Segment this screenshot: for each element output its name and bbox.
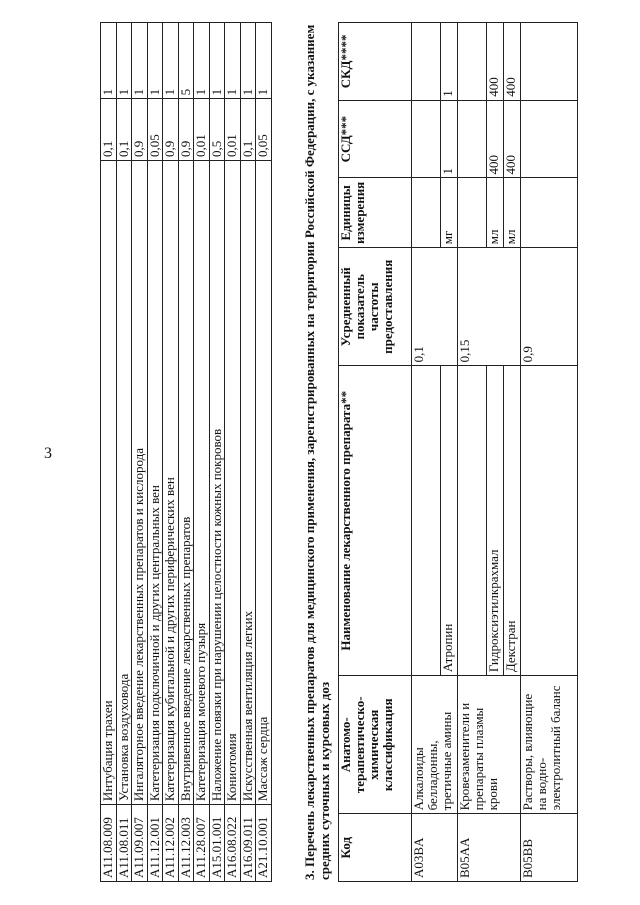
procedure-multiplicity: 1 [116, 23, 132, 99]
procedure-multiplicity: 1 [225, 23, 241, 99]
drug-skd [521, 23, 578, 101]
drug-group-frequency: 0,15 [458, 248, 521, 366]
procedure-row [194, 23, 210, 882]
procedure-row [225, 23, 241, 882]
procedure-code: A16.08.022 [225, 805, 241, 882]
drug-units: мг [441, 178, 458, 248]
rotated-page-content [30, 22, 610, 882]
procedure-multiplicity: 1 [209, 23, 225, 99]
procedure-name: Катетеризация мочевого пузыря [194, 160, 210, 804]
drug-name: Декстран [504, 366, 521, 676]
page-number: 3 [44, 445, 52, 462]
procedure-name: Интубация трахеи [101, 160, 117, 804]
drugs-table [338, 22, 578, 882]
drug-group-atc: Алкалоиды белладонны, третичные амины [412, 676, 458, 814]
procedure-name: Ингаляторное введение лекарственных препаратов и кислорода [132, 160, 148, 804]
procedure-frequency: 0,9 [132, 99, 148, 161]
procedure-frequency: 0,05 [147, 99, 163, 161]
procedure-frequency: 0,05 [256, 99, 272, 161]
procedure-row [132, 23, 148, 882]
procedure-multiplicity: 1 [194, 23, 210, 99]
drug-group-row [412, 23, 441, 882]
drug-name [521, 366, 578, 676]
drug-name: Атропин [441, 366, 458, 676]
drug-ssd [521, 100, 578, 178]
procedure-multiplicity: 1 [240, 23, 256, 99]
procedure-multiplicity: 1 [101, 23, 117, 99]
procedure-frequency: 0,1 [240, 99, 256, 161]
drug-group-row [458, 23, 487, 882]
procedure-frequency: 0,9 [163, 99, 179, 161]
procedure-name: Катетеризация подключичной и других центральных вен [147, 160, 163, 804]
procedure-multiplicity: 1 [132, 23, 148, 99]
procedure-row [163, 23, 179, 882]
drug-units: мл [487, 178, 504, 248]
procedure-row [147, 23, 163, 882]
procedure-row [256, 23, 272, 882]
procedure-code: A21.10.001 [256, 805, 272, 882]
procedure-name: Внутривенное введение лекарственных препаратов [178, 160, 194, 804]
drug-group-frequency: 0,1 [412, 248, 458, 366]
procedure-code: A15.01.001 [209, 805, 225, 882]
drug-skd [458, 23, 487, 101]
drug-group-code: B05AA [458, 814, 521, 882]
procedure-frequency: 0,1 [101, 99, 117, 161]
drug-group-atc: Кровезаменители и препараты плазмы крови [458, 676, 521, 814]
procedure-name: Катетеризация кубитальной и других периферических вен [163, 160, 179, 804]
procedure-multiplicity: 1 [147, 23, 163, 99]
procedure-row [240, 23, 256, 882]
drug-units [521, 178, 578, 248]
drug-ssd [458, 100, 487, 178]
drug-units [412, 178, 441, 248]
procedure-row [209, 23, 225, 882]
procedure-name: Наложение повязки при нарушении целостности кожных покровов [209, 160, 225, 804]
procedure-multiplicity: 1 [163, 23, 179, 99]
procedure-name: Установка воздуховода [116, 160, 132, 804]
procedure-row [116, 23, 132, 882]
drug-group-atc: Растворы, влияющие на водно-электролитный баланс [521, 676, 578, 814]
procedure-multiplicity: 5 [178, 23, 194, 99]
drugs-table-header [339, 23, 412, 882]
drug-ssd: 400 [487, 100, 504, 178]
drug-skd [412, 23, 441, 101]
section-title: 3. Перечень лекарственных препаратов для медицинского применения, зарегистрированных на территории Российской Федерации, с указанием средних суточных и курсовых доз [302, 24, 332, 880]
procedure-name: Искусственная вентиляция легких [240, 160, 256, 804]
procedure-frequency: 0,5 [209, 99, 225, 161]
procedure-code: A11.12.003 [178, 805, 194, 882]
procedure-frequency: 0,01 [225, 99, 241, 161]
header-units: Единицы измерения [339, 178, 412, 248]
header-skd: СКД**** [339, 23, 412, 101]
procedure-name: Массаж сердца [256, 160, 272, 804]
header-drug-name: Наименование лекарственного препарата** [339, 366, 412, 676]
procedure-row [101, 23, 117, 882]
drug-units: мл [504, 178, 521, 248]
procedure-code: A11.12.002 [163, 805, 179, 882]
procedure-code: A16.09.011 [240, 805, 256, 882]
drug-units [458, 178, 487, 248]
procedure-frequency: 0,1 [116, 99, 132, 161]
procedure-code: A11.28.007 [194, 805, 210, 882]
drug-name: Гидроксиэтилкрахмал [487, 366, 504, 676]
header-ssd: ССД*** [339, 100, 412, 178]
procedure-row [178, 23, 194, 882]
procedures-table [100, 22, 272, 882]
header-atc: Анатомо-терапевтическо-химическая классификация [339, 676, 412, 814]
drug-name [412, 366, 441, 676]
drug-group-code: A03BA [412, 814, 458, 882]
procedure-code: A11.09.007 [132, 805, 148, 882]
procedure-code: A11.08.011 [116, 805, 132, 882]
procedure-frequency: 0,9 [178, 99, 194, 161]
drug-name [458, 366, 487, 676]
drug-ssd [412, 100, 441, 178]
procedure-frequency: 0,01 [194, 99, 210, 161]
header-code: Код [339, 814, 412, 882]
drug-ssd: 400 [504, 100, 521, 178]
drug-group-row [521, 23, 578, 882]
procedure-code: A11.08.009 [101, 805, 117, 882]
drug-skd: 1 [441, 23, 458, 101]
procedure-multiplicity: 1 [256, 23, 272, 99]
drug-ssd: 1 [441, 100, 458, 178]
header-frequency: Усредненный показатель частоты предоставления [339, 248, 412, 366]
drug-group-code: B05BB [521, 814, 578, 882]
drug-skd: 400 [504, 23, 521, 101]
procedure-code: A11.12.001 [147, 805, 163, 882]
procedure-name: Кониотомия [225, 160, 241, 804]
drug-group-frequency: 0,9 [521, 248, 578, 366]
drug-skd: 400 [487, 23, 504, 101]
